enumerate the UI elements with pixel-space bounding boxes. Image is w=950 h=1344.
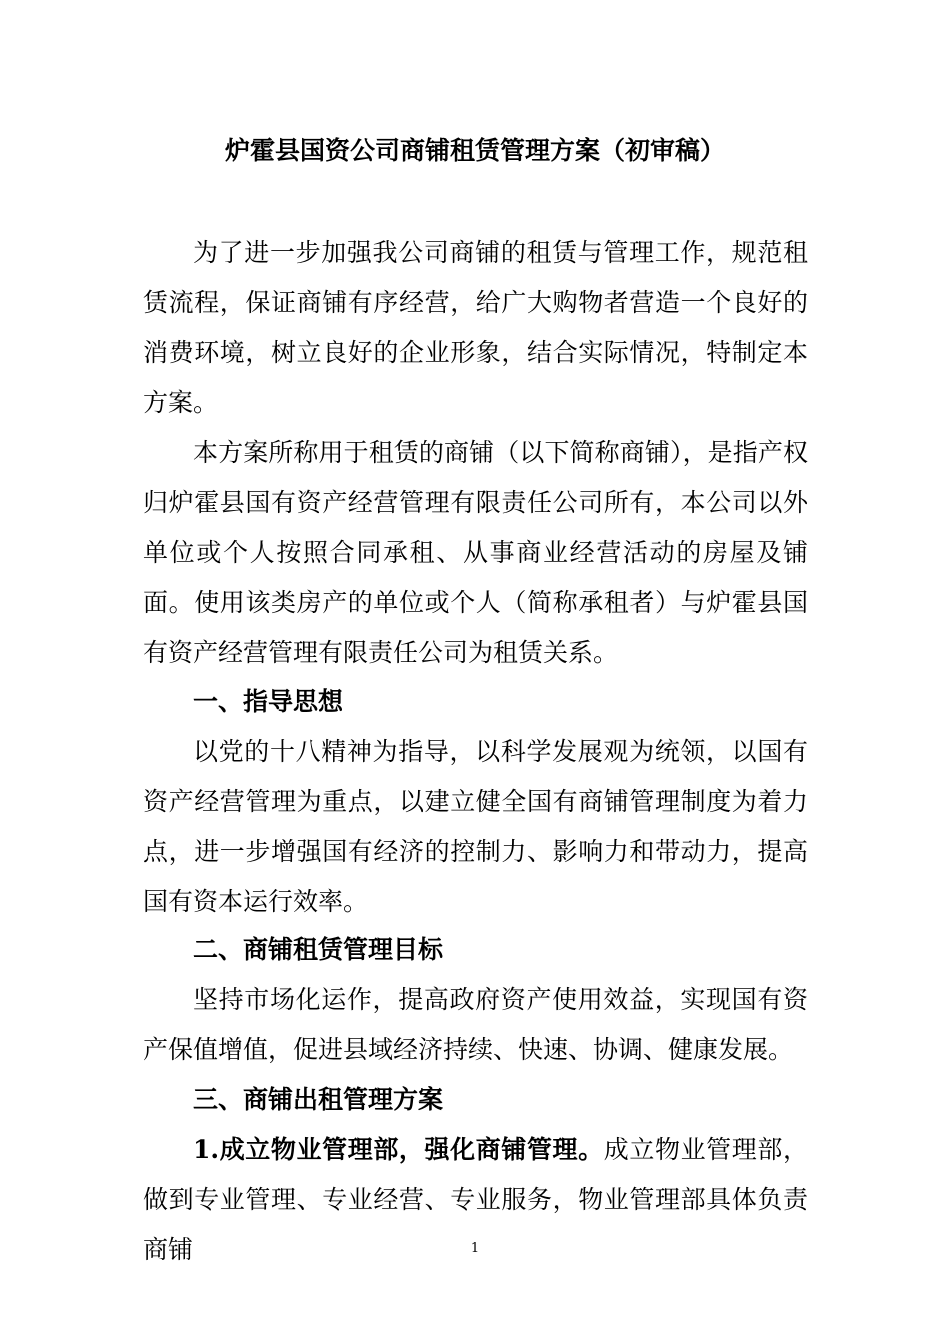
section-heading-management-goal: 二、商铺租赁管理目标 bbox=[193, 935, 444, 964]
section-body-management-goal: 坚持市场化运作，提高政府资产使用效益，实现国有资产保值增值，促进县域经济持续、快速、协调、健康发展。 bbox=[143, 985, 808, 1064]
document-title: 炉霍县国资公司商铺租赁管理方案（初审稿） bbox=[224, 136, 725, 165]
page-number: 1 bbox=[470, 1241, 480, 1256]
section-heading-leasing-plan: 三、商铺出租管理方案 bbox=[193, 1085, 444, 1114]
section-body-guiding-thought: 以党的十八精神为指导，以科学发展观为统领，以国有资产经营管理为重点，以建立健全国有商铺管理制度为着力点，进一步增强国有经济的控制力、影响力和带动力，提高国有资本运行效率。 bbox=[143, 737, 808, 916]
item-1-body-text: 成立物业管理部，做到专业管理、专业经营、专业服务，物业管理部具体负责商铺 bbox=[143, 1135, 808, 1264]
intro-paragraph: 为了进一步加强我公司商铺的租赁与管理工作，规范租赁流程，保证商铺有序经营，给广大购物者营造一个良好的消费环境，树立良好的企业形象，结合实际情况，特制定本方案。 bbox=[143, 238, 808, 417]
section-heading-guiding-thought: 一、指导思想 bbox=[193, 687, 344, 716]
item-1-lead-text: 1.成立物业管理部，强化商铺管理。 bbox=[193, 1135, 604, 1164]
definition-paragraph: 本方案所称用于租赁的商铺（以下简称商铺），是指产权归炉霍县国有资产经营管理有限责任公司所有，本公司以外单位或个人按照合同承租、从事商业经营活动的房屋及铺面。使用该类房产的单位或个人（简称承租者）与炉霍县国有资产经营管理有限责任公司为租赁关系。 bbox=[143, 438, 808, 667]
